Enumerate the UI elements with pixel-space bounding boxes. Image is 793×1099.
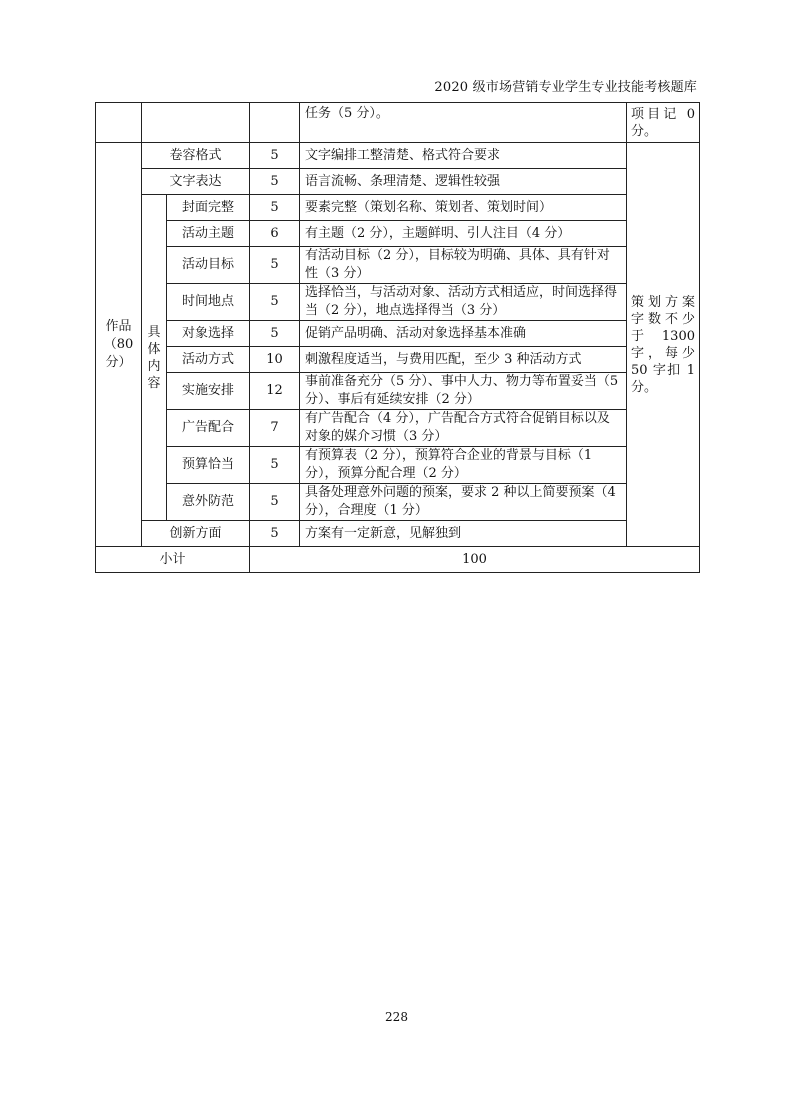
sub-label-char: 内 bbox=[147, 358, 161, 374]
score-cell: 12 bbox=[250, 373, 300, 410]
table-row bbox=[96, 321, 700, 347]
table-row bbox=[96, 103, 700, 143]
page-header: 2020 级市场营销专业学生专业技能考核题库 bbox=[434, 80, 697, 95]
table-row bbox=[96, 373, 700, 410]
criteria-cell: 事前准备充分（5 分）、事中人力、物力等布置妥当（5 分）、事后有延续安排（2 分） bbox=[300, 373, 627, 410]
sub-label-char: 容 bbox=[147, 375, 161, 391]
table-row bbox=[96, 347, 700, 373]
score-cell: 10 bbox=[250, 347, 300, 373]
empty-cell bbox=[250, 103, 300, 143]
scoring-table bbox=[95, 102, 700, 573]
score-cell: 5 bbox=[250, 195, 300, 221]
item-cell: 活动方式 bbox=[167, 347, 250, 373]
table-row bbox=[96, 521, 700, 547]
sub-label-char: 具 bbox=[147, 324, 161, 340]
subtotal-value: 100 bbox=[250, 547, 700, 573]
note-cell: 项目记 0 分。 bbox=[627, 103, 700, 143]
criteria-cell: 有主题（2 分），主题鲜明、引人注目（4 分） bbox=[300, 221, 627, 247]
table-row bbox=[96, 169, 700, 195]
table-row bbox=[96, 221, 700, 247]
table-row bbox=[96, 484, 700, 521]
score-cell: 5 bbox=[250, 484, 300, 521]
score-cell: 5 bbox=[250, 321, 300, 347]
item-cell: 活动主题 bbox=[167, 221, 250, 247]
score-cell: 6 bbox=[250, 221, 300, 247]
item-cell: 时间地点 bbox=[167, 284, 250, 321]
item-cell: 对象选择 bbox=[167, 321, 250, 347]
criteria-cell: 有预算表（2 分），预算符合企业的背景与目标（1 分），预算分配合理（2 分） bbox=[300, 447, 627, 484]
empty-cell bbox=[96, 103, 142, 143]
criteria-cell: 有活动目标（2 分），目标较为明确、具体、具有针对性（3 分） bbox=[300, 247, 627, 284]
score-cell: 7 bbox=[250, 410, 300, 447]
item-cell: 文字表达 bbox=[142, 169, 250, 195]
criteria-cell: 要素完整（策划名称、策划者、策划时间） bbox=[300, 195, 627, 221]
score-cell: 5 bbox=[250, 143, 300, 169]
criteria-cell: 方案有一定新意，见解独到 bbox=[300, 521, 627, 547]
criteria-cell: 任务（5 分）。 bbox=[300, 103, 627, 143]
item-cell: 意外防范 bbox=[167, 484, 250, 521]
item-cell: 创新方面 bbox=[142, 521, 250, 547]
page-number: 228 bbox=[385, 1010, 408, 1024]
subtotal-row bbox=[96, 547, 700, 573]
item-cell: 封面完整 bbox=[167, 195, 250, 221]
table-row bbox=[96, 410, 700, 447]
item-cell: 卷容格式 bbox=[142, 143, 250, 169]
empty-cell bbox=[142, 103, 250, 143]
criteria-cell: 语言流畅、条理清楚、逻辑性较强 bbox=[300, 169, 627, 195]
sub-label-cell bbox=[142, 195, 167, 521]
criteria-cell: 刺激程度适当，与费用匹配，至少 3 种活动方式 bbox=[300, 347, 627, 373]
criteria-cell: 促销产品明确、活动对象选择基本准确 bbox=[300, 321, 627, 347]
table-row bbox=[96, 247, 700, 284]
score-cell: 5 bbox=[250, 447, 300, 484]
table-row bbox=[96, 284, 700, 321]
note-cell: 策划方案字数不少于 1300 字，每少 50 字扣 1 分。 bbox=[627, 143, 700, 547]
item-cell: 活动目标 bbox=[167, 247, 250, 284]
criteria-cell: 文字编排工整清楚、格式符合要求 bbox=[300, 143, 627, 169]
score-cell: 5 bbox=[250, 521, 300, 547]
score-cell: 5 bbox=[250, 169, 300, 195]
sub-label-char: 体 bbox=[147, 341, 161, 357]
criteria-cell: 具备处理意外问题的预案，要求 2 种以上简要预案（4 分），合理度（1 分） bbox=[300, 484, 627, 521]
section-label-cell: 作品（80 分） bbox=[96, 143, 142, 547]
item-cell: 预算恰当 bbox=[167, 447, 250, 484]
criteria-cell: 有广告配合（4 分），广告配合方式符合促销目标以及对象的媒介习惯（3 分） bbox=[300, 410, 627, 447]
table-row bbox=[96, 447, 700, 484]
score-cell: 5 bbox=[250, 247, 300, 284]
subtotal-label: 小计 bbox=[96, 547, 250, 573]
item-cell: 实施安排 bbox=[167, 373, 250, 410]
score-cell: 5 bbox=[250, 284, 300, 321]
table-row bbox=[96, 195, 700, 221]
criteria-cell: 选择恰当，与活动对象、活动方式相适应，时间选择得当（2 分），地点选择得当（3 分） bbox=[300, 284, 627, 321]
table-row bbox=[96, 143, 700, 169]
item-cell: 广告配合 bbox=[167, 410, 250, 447]
